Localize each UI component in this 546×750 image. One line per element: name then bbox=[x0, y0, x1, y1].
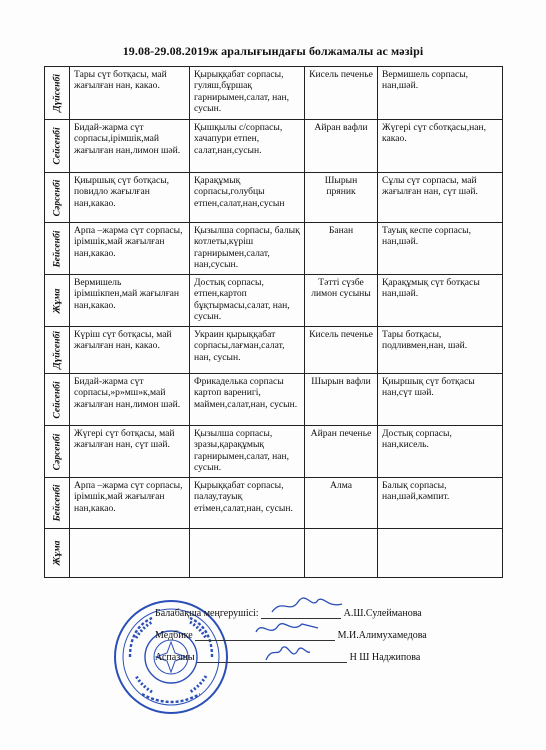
dinner-cell: Қиыршық сүт ботқасы нан,сүт шәй. bbox=[378, 374, 503, 426]
breakfast-cell: Вермишель ірімшікпен,май жағылған нан,какао. bbox=[70, 275, 190, 327]
day-label: Бейсенбі bbox=[51, 484, 63, 522]
day-cell bbox=[45, 327, 70, 374]
cook-signature bbox=[262, 640, 312, 666]
snack-cell: Алма bbox=[305, 478, 378, 529]
dinner-cell: Тары ботқасы, подливмен,нан, шәй. bbox=[378, 327, 503, 374]
dinner-cell: Балық сорпасы, нан,шәй,кәмпит. bbox=[378, 478, 503, 529]
day-label: Сейсенбі bbox=[51, 380, 63, 419]
breakfast-cell: Бидай-жарма сүт сорпасы,»р»мш»к,май жағылған нан,лимон шәй. bbox=[70, 374, 190, 426]
day-cell bbox=[45, 173, 70, 223]
day-label: Дүйсенбі bbox=[51, 74, 63, 112]
day-label: Сәрсенбі bbox=[51, 433, 63, 470]
lunch-cell bbox=[190, 529, 305, 578]
snack-cell bbox=[305, 529, 378, 578]
lunch-cell: Қызылша сорпасы, балық котлеты,күріш гарнирымен,салат, нан,сусын. bbox=[190, 223, 305, 275]
director-signature bbox=[268, 594, 348, 618]
dinner-cell: Қарақұмық сүт ботқасы нан,шәй. bbox=[378, 275, 503, 327]
day-label: Сейсенбі bbox=[51, 127, 63, 165]
dinner-cell: Сұлы сүт сорпасы, май жағылған нан, сүт шәй. bbox=[378, 173, 503, 223]
day-label: Бейсенбі bbox=[51, 230, 63, 267]
dinner-cell: Вермишель сорпасы, нан,шәй. bbox=[378, 67, 503, 120]
menu-row bbox=[45, 275, 503, 327]
director-name: А.Ш.Сулейманова bbox=[343, 608, 422, 619]
day-cell bbox=[45, 120, 70, 173]
snack-cell: Банан bbox=[305, 223, 378, 275]
nurse-signature bbox=[252, 616, 322, 640]
dinner-cell: Тауық кеспе сорпасы, нан,шәй. bbox=[378, 223, 503, 275]
menu-row bbox=[45, 529, 503, 578]
day-cell bbox=[45, 67, 70, 120]
nurse-label: Медбике bbox=[155, 630, 193, 641]
menu-row bbox=[45, 327, 503, 374]
breakfast-cell: Күріш сүт ботқасы, май жағылған нан, какао. bbox=[70, 327, 190, 374]
day-label: Дүйсенбі bbox=[51, 331, 63, 369]
day-label: Жұма bbox=[51, 288, 63, 313]
breakfast-cell: Бидай-жарма сүт сорпасы,ірімшік,май жағылған нан,лимон шәй. bbox=[70, 120, 190, 173]
lunch-cell: Қарақұмық сорпасы,голубцы етпен,салат,нан,сусын bbox=[190, 173, 305, 223]
director-label: Балабақша меңгерушісі: bbox=[155, 608, 259, 619]
cook-name: Н Ш Наджипова bbox=[349, 652, 421, 663]
breakfast-cell bbox=[70, 529, 190, 578]
day-label: Жұма bbox=[51, 540, 63, 566]
menu-row bbox=[45, 67, 503, 120]
menu-table bbox=[44, 66, 503, 578]
menu-row bbox=[45, 478, 503, 529]
dinner-cell: Достық сорпасы, нан,кисель. bbox=[378, 426, 503, 478]
menu-row bbox=[45, 426, 503, 478]
day-cell bbox=[45, 223, 70, 275]
lunch-cell: Қырыққабат сорпасы, палау,тауық етімен,салат,нан, сусын. bbox=[190, 478, 305, 529]
snack-cell: Кисель печенье bbox=[305, 67, 378, 120]
day-cell bbox=[45, 374, 70, 426]
page-title: 19.08-29.08.2019ж аралығындағы болжамалы ас мәзірі bbox=[122, 44, 424, 58]
snack-cell: Айран печенье bbox=[305, 426, 378, 478]
day-cell bbox=[45, 529, 70, 578]
breakfast-cell: Арпа –жарма сүт сорпасы, ірімшік,май жағылған нан,какао. bbox=[70, 478, 190, 529]
lunch-cell: Қышқылы с/сорпасы, хачапури етпен, салат,нан,сусын. bbox=[190, 120, 305, 173]
lunch-cell: Қызылша сорпасы, зразы,қарақұмық гарнирымен,салат, нан, сусын. bbox=[190, 426, 305, 478]
snack-cell: Тәтті сүзбе лимон сусыны bbox=[305, 275, 378, 327]
cook-label: Аспазшы bbox=[155, 652, 195, 663]
snack-cell: Кисель печенье bbox=[305, 327, 378, 374]
day-label: Сәрсенбі bbox=[51, 179, 63, 216]
menu-row bbox=[45, 223, 503, 275]
dinner-cell: Жүгері сүт сботқасы,нан, какао. bbox=[378, 120, 503, 173]
day-cell bbox=[45, 275, 70, 327]
lunch-cell: Қырыққабат сорпасы, гуляш,бұршақ гарнирымен,салат, нан, сусын. bbox=[190, 67, 305, 120]
breakfast-cell: Жүгері сүт ботқасы, май жағылған нан, сүт шәй. bbox=[70, 426, 190, 478]
menu-row bbox=[45, 173, 503, 223]
lunch-cell: Достық сорпасы, етпен,картоп бұқтырмасы,салат, нан, сусын. bbox=[190, 275, 305, 327]
breakfast-cell: Тары сүт ботқасы, май жағылған нан, какао. bbox=[70, 67, 190, 120]
breakfast-cell: Қиыршық сүт ботқасы, повидло жағылған нан,какао. bbox=[70, 173, 190, 223]
day-cell bbox=[45, 426, 70, 478]
dinner-cell bbox=[378, 529, 503, 578]
day-cell bbox=[45, 478, 70, 529]
lunch-cell: Фрикаделька сорпасы картоп варенигі, маймен,салат,нан, сусын. bbox=[190, 374, 305, 426]
snack-cell: Шырын вафли bbox=[305, 374, 378, 426]
nurse-name: М.И.Алимухамедова bbox=[337, 630, 427, 641]
menu-row bbox=[45, 120, 503, 173]
menu-row bbox=[45, 374, 503, 426]
snack-cell: Шырын пряник bbox=[305, 173, 378, 223]
snack-cell: Айран вафли bbox=[305, 120, 378, 173]
breakfast-cell: Арпа –жарма сүт сорпасы, ірімшік,май жағылған нан,какао. bbox=[70, 223, 190, 275]
lunch-cell: Украин қырыққабат сорпасы,лағман,салат, нан, сусын. bbox=[190, 327, 305, 374]
